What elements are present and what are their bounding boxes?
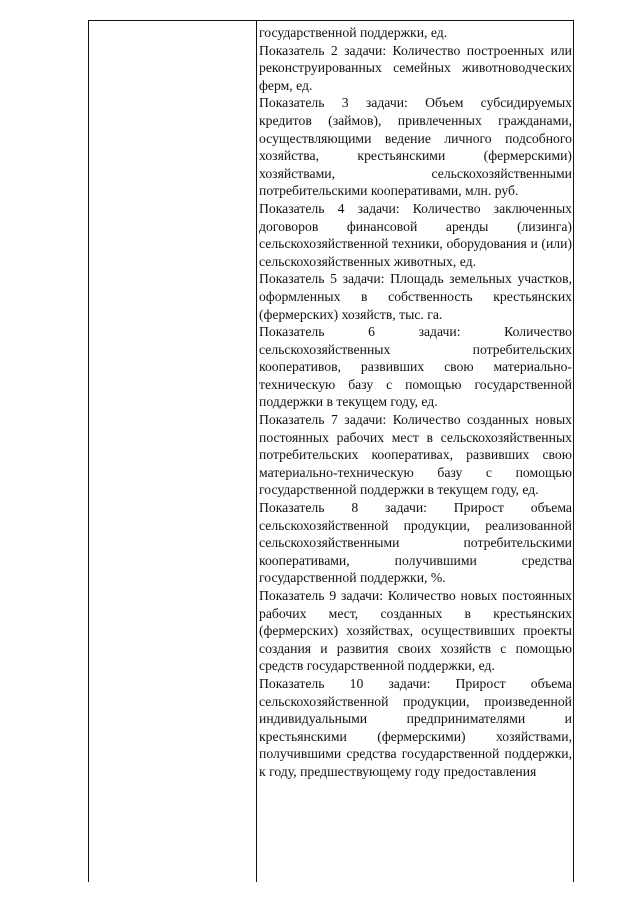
paragraph-indicator-7: Показатель 7 задачи: Количество созданных новых постоянных рабочих мест в сельскохозяйственных потребительских кооперативах, развивших свою материально-техническую базу с помощью государственной поддержки в текущем году, ед. (259, 412, 572, 498)
paragraph-indicator-8: Показатель 8 задачи: Прирост объема сельскохозяйственной продукции, реализованной сельскохозяйственными потребительскими кооперативами, получившими средства государственной поддержки, %. (259, 500, 572, 586)
paragraph-indicator-5: Показатель 5 задачи: Площадь земельных участков, оформленных в собственность крестьянских (фермерских) хозяйств, тыс. га. (259, 271, 572, 322)
right-column-text (259, 24, 572, 781)
paragraph-indicator-10: Показатель 10 задачи: Прирост объема сельскохозяйственной продукции, произведенной индивидуальными предпринимателями и крестьянскими (фермерскими) хозяйствами, получившими средства государственной поддержки, к году, предшествующему году предоставления (259, 675, 572, 779)
paragraph-indicator-3: Показатель 3 задачи: Объем субсидируемых кредитов (займов), привлеченных гражданами, осуществляющими ведение личного подсобного хозяйства, крестьянскими (фермерскими) хозяйствами, сельскохозяйственными потребительскими кооперативами, млн. руб. (259, 95, 572, 199)
column-divider (256, 20, 257, 882)
paragraph-indicator-4: Показатель 4 задачи: Количество заключенных договоров финансовой аренды (лизинга) сельскохозяйственной техники, оборудования и (или) сельскохозяйственных животных, ед. (259, 200, 572, 269)
paragraph-indicator-6: Показатель 6 задачи: Количество сельскохозяйственных потребительских кооперативов, развивших свою материально-техническую базу с помощью государственной поддержки в текущем году, ед. (259, 324, 572, 410)
paragraph-indicator-2: Показатель 2 задачи: Количество построенных или реконструированных семейных животноводческих ферм, ед. (259, 42, 572, 93)
paragraph-0: государственной поддержки, ед. (259, 25, 448, 40)
paragraph-indicator-9: Показатель 9 задачи: Количество новых постоянных рабочих мест, созданных в крестьянских (фермерских) хозяйствах, осуществивших проекты создания и развития своих хозяйств с помощью средств государственной поддержки, ед. (259, 588, 572, 674)
